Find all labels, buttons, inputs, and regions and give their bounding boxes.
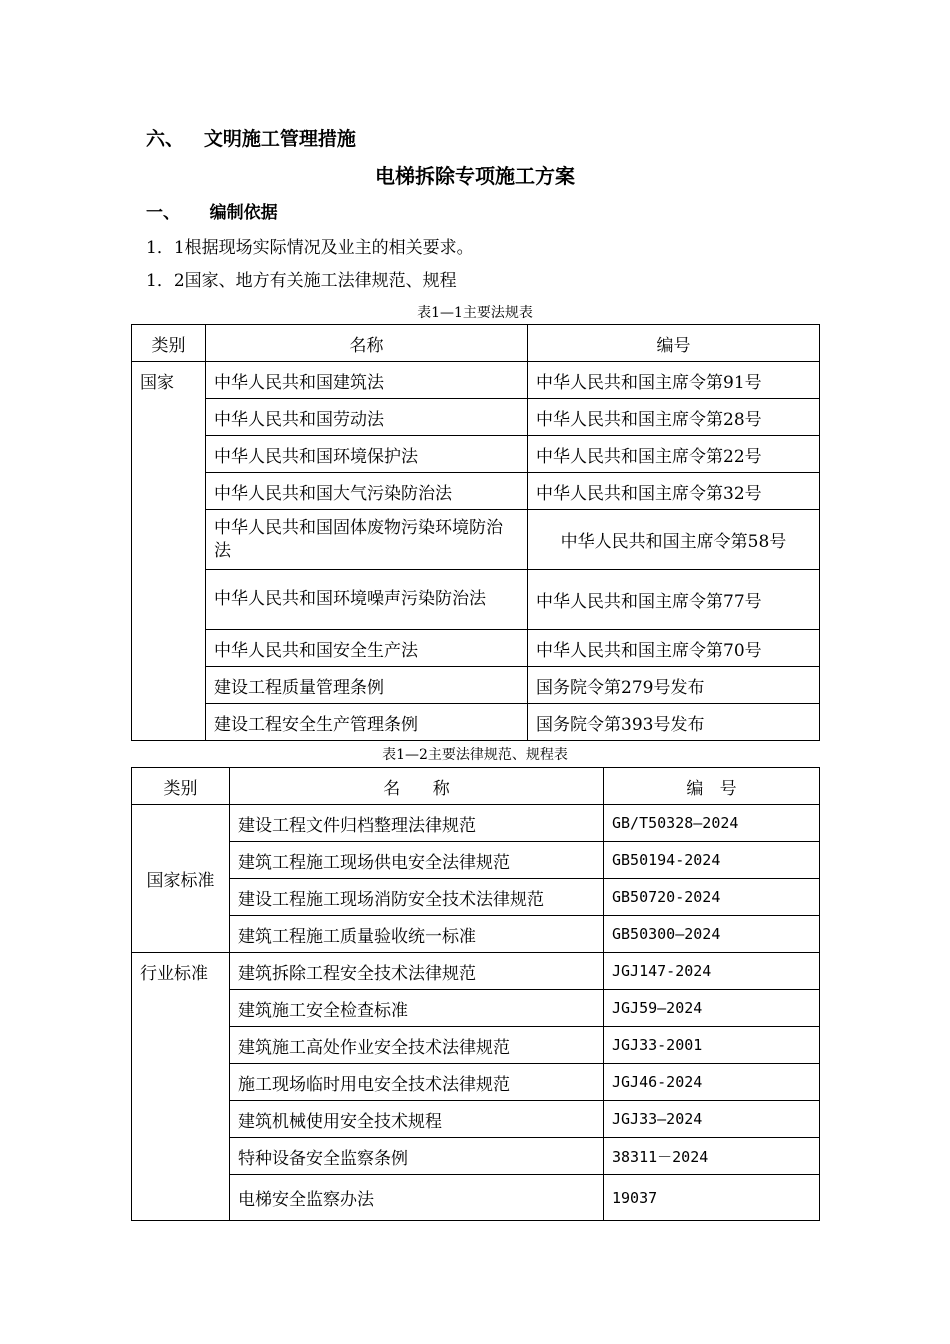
table-row bbox=[132, 399, 820, 436]
law-name: 建设工程质量管理条例 bbox=[206, 667, 528, 704]
table1-caption: 表1—1主要法规表 bbox=[417, 305, 533, 321]
category-cell: 国家标准 bbox=[132, 805, 230, 953]
standard-code: GB50194-2024 bbox=[604, 842, 820, 879]
regulations-table bbox=[131, 324, 820, 741]
standard-name: 特种设备安全监察条例 bbox=[230, 1138, 604, 1175]
table-row bbox=[132, 1027, 820, 1064]
header-category: 类别 bbox=[132, 325, 206, 362]
standard-code: GB50720-2024 bbox=[604, 879, 820, 916]
standard-name: 电梯安全监察办法 bbox=[230, 1175, 604, 1221]
standard-code: JGJ46-2024 bbox=[604, 1064, 820, 1101]
table-row bbox=[132, 1101, 820, 1138]
standard-code: JGJ59—2024 bbox=[604, 990, 820, 1027]
standard-code: JGJ33-2001 bbox=[604, 1027, 820, 1064]
standard-name: 建设工程施工现场消防安全技术法律规范 bbox=[230, 879, 604, 916]
law-number: 中华人民共和国主席令第28号 bbox=[528, 399, 820, 436]
header-number: 编 号 bbox=[604, 768, 820, 805]
table-row bbox=[132, 805, 820, 842]
table-row bbox=[132, 842, 820, 879]
standard-name: 建筑施工高处作业安全技术法律规范 bbox=[230, 1027, 604, 1064]
standard-code: JGJ147-2024 bbox=[604, 953, 820, 990]
table-row bbox=[132, 990, 820, 1027]
standard-code: 38311－2024 bbox=[604, 1138, 820, 1175]
header-category: 类别 bbox=[132, 768, 230, 805]
standard-code: 19037 bbox=[604, 1175, 820, 1221]
law-number: 中华人民共和国主席令第22号 bbox=[528, 436, 820, 473]
law-number: 中华人民共和国主席令第70号 bbox=[528, 630, 820, 667]
law-number: 国务院令第393号发布 bbox=[528, 704, 820, 741]
paragraph-1-1: 1．1根据现场实际情况及业主的相关要求。 bbox=[146, 238, 474, 258]
section-heading-six: 六、 文明施工管理措施 bbox=[146, 128, 356, 150]
law-name: 中华人民共和国环境噪声污染防治法 bbox=[206, 570, 528, 630]
standards-table bbox=[131, 767, 820, 1221]
table-row bbox=[132, 953, 820, 990]
standard-name: 建筑施工安全检查标准 bbox=[230, 990, 604, 1027]
table-header-row bbox=[132, 768, 820, 805]
standard-name: 建筑机械使用安全技术规程 bbox=[230, 1101, 604, 1138]
table-row bbox=[132, 570, 820, 630]
standard-name: 建筑工程施工质量验收统一标准 bbox=[230, 916, 604, 953]
law-name: 中华人民共和国劳动法 bbox=[206, 399, 528, 436]
table-header-row bbox=[132, 325, 820, 362]
table-row bbox=[132, 916, 820, 953]
header-name: 名称 bbox=[206, 325, 528, 362]
law-name: 中华人民共和国安全生产法 bbox=[206, 630, 528, 667]
law-name: 中华人民共和国大气污染防治法 bbox=[206, 473, 528, 510]
standard-code: GB50300—2024 bbox=[604, 916, 820, 953]
standard-code: GB/T50328—2024 bbox=[604, 805, 820, 842]
table-row bbox=[132, 630, 820, 667]
law-name: 中华人民共和国建筑法 bbox=[206, 362, 528, 399]
law-number: 中华人民共和国主席令第58号 bbox=[528, 510, 820, 570]
category-cell: 行业标准 bbox=[132, 953, 230, 1221]
standard-name: 建筑拆除工程安全技术法律规范 bbox=[230, 953, 604, 990]
table2-caption: 表1—2主要法律规范、规程表 bbox=[382, 747, 568, 763]
table-row bbox=[132, 362, 820, 399]
standard-name: 施工现场临时用电安全技术法律规范 bbox=[230, 1064, 604, 1101]
standard-name: 建筑工程施工现场供电安全法律规范 bbox=[230, 842, 604, 879]
table-row bbox=[132, 436, 820, 473]
table-row bbox=[132, 510, 820, 570]
document-title: 电梯拆除专项施工方案 bbox=[375, 164, 575, 188]
header-name: 名 称 bbox=[230, 768, 604, 805]
law-number: 中华人民共和国主席令第77号 bbox=[528, 570, 820, 630]
law-name: 中华人民共和国固体废物污染环境防治法 bbox=[206, 510, 528, 570]
category-cell: 国家 bbox=[132, 362, 206, 741]
header-number: 编号 bbox=[528, 325, 820, 362]
section-heading-one: 一、 编制依据 bbox=[146, 203, 278, 223]
table-row bbox=[132, 1138, 820, 1175]
table-row bbox=[132, 1064, 820, 1101]
standard-code: JGJ33—2024 bbox=[604, 1101, 820, 1138]
standard-name: 建设工程文件归档整理法律规范 bbox=[230, 805, 604, 842]
law-name: 中华人民共和国环境保护法 bbox=[206, 436, 528, 473]
law-number: 中华人民共和国主席令第32号 bbox=[528, 473, 820, 510]
paragraph-1-2: 1．2国家、地方有关施工法律规范、规程 bbox=[146, 271, 457, 291]
law-number: 国务院令第279号发布 bbox=[528, 667, 820, 704]
law-number: 中华人民共和国主席令第91号 bbox=[528, 362, 820, 399]
table-row bbox=[132, 1175, 820, 1221]
table-row bbox=[132, 473, 820, 510]
table-row bbox=[132, 704, 820, 741]
table-row bbox=[132, 667, 820, 704]
law-name: 建设工程安全生产管理条例 bbox=[206, 704, 528, 741]
table-row bbox=[132, 879, 820, 916]
